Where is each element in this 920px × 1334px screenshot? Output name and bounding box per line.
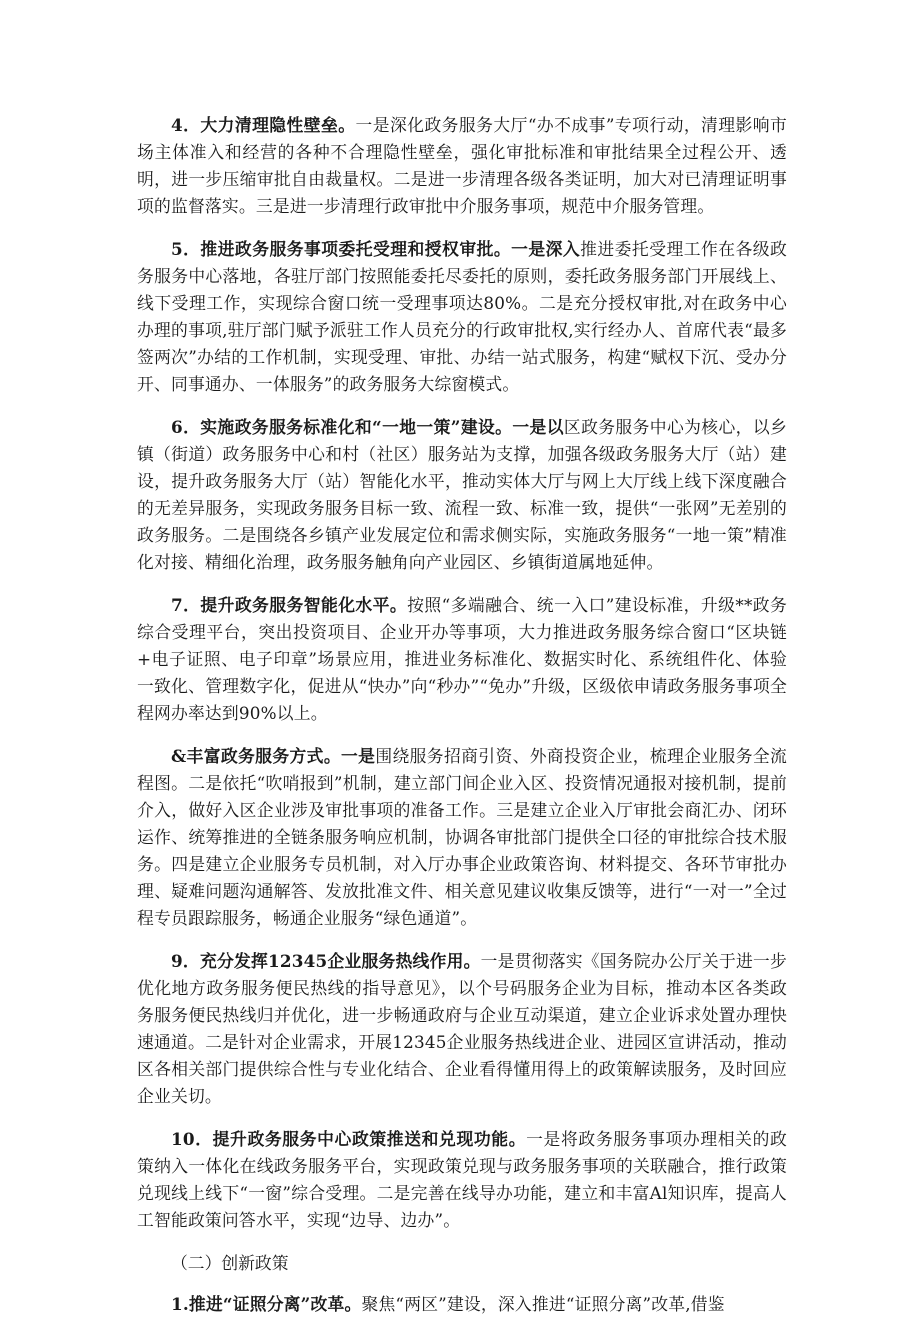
- paragraph-10: [137, 1126, 787, 1234]
- paragraph-4-body: 一是深化政务服务大厅“办不成事”专项行动，清理影响市场主体准入和经营的各种不合理隐性壁垒，强化审批标准和审批结果全过程公开、透明，进一步压缩审批自由裁量权。二是进一步清理各级各类证明，加大对已清理证明事项的监督落实。三是进一步清理行政审批中介服务事项，规范中介服务管理。: [137, 115, 787, 216]
- paragraph-5-heading: 5．推进政务服务事项委托受理和授权审批。一是深入: [171, 239, 581, 259]
- paragraph-5-body: 推进委托受理工作在各级政务服务中心落地，各驻厅部门按照能委托尽委托的原则，委托政务服务部门开展线上、线下受理工作，实现综合窗口统一受理事项达80%。二是充分授权审批,对在政务中心办理的事项,驻厅部门赋予派驻工作人员充分的行政审批权,实行经办人、首席代表“最多签两次”办结的工作机制，实现受理、审批、办结一站式服务，构建“赋权下沉、受办分开、同事通办、一体服务”的政务服务大综窗模式。: [137, 239, 788, 394]
- paragraph-8-body: 围绕服务招商引资、外商投资企业，梳理企业服务全流程图。二是依托“吹哨报到”机制，建立部门间企业入区、投资情况通报对接机制，提前介入，做好入区企业涉及审批事项的准备工作。三是建立企业入厅审批会商汇办、闭环运作、统筹推进的全链条服务响应机制，协调各审批部门提供全口径的审批综合技术服务。四是建立企业服务专员机制，对入厅办事企业政策咨询、材料提交、各环节审批办理、疑难问题沟通解答、发放批准文件、相关意见建议收集反馈等，进行“一对一”全过程专员跟踪服务，畅通企业服务“绿色通道”。: [137, 746, 787, 928]
- paragraph-4: [137, 112, 787, 220]
- paragraph-7-heading: 7．提升政务服务智能化水平。: [171, 595, 408, 615]
- paragraph-10-body: 一是将政务服务事项办理相关的政策纳入一体化在线政务服务平台，实现政策兑现与政务服务事项的关联融合，推行政策兑现线上线下“一窗”综合受理。二是完善在线导办功能，建立和丰富Al知识库，提高人工智能政策问答水平，实现“边导、边办”。: [137, 1129, 787, 1230]
- paragraph-innovation-1-heading: 1.推进“证照分离”改革。: [171, 1294, 362, 1314]
- paragraph-8-heading: &丰富政务服务方式。一是: [171, 746, 376, 766]
- paragraph-9-body: 一是贯彻落实《国务院办公厅关于进一步优化地方政务服务便民热线的指导意见》，以个号码服务企业为目标，推动本区各类政务服务便民热线归并优化，进一步畅通政府与企业互动渠道，建立企业诉求处置办理快速通道。二是针对企业需求，开展12345企业服务热线进企业、进园区宣讲活动，推动区各相关部门提供综合性与专业化结合、企业看得懂用得上的政策解读服务，及时回应企业关切。: [137, 951, 788, 1106]
- paragraph-7: [137, 592, 787, 727]
- paragraph-innovation-1-body: 聚焦“两区”建设，深入推进“证照分离”改革,借鉴: [361, 1294, 725, 1314]
- paragraph-5: [137, 236, 787, 398]
- paragraph-6-body: 区政务服务中心为核心，以乡镇（街道）政务服务中心和村（社区）服务站为支撑，加强各级政务服务大厅（站）建设，提升政务服务大厅（站）智能化水平，推动实体大厅与网上大厅线上线下深度融合的无差异服务，实现政务服务目标一致、流程一致、标准一致，提供“一张网”无差别的政务服务。二是围绕各乡镇产业发展定位和需求侧实际，实施政务服务“一地一策”精准化对接、精细化治理，政务服务触角向产业园区、乡镇街道属地延伸。: [137, 417, 787, 572]
- paragraph-innovation-1: [137, 1291, 787, 1318]
- section-subheading: （二）创新政策: [171, 1253, 289, 1273]
- paragraph-9-heading: 9．充分发挥12345企业服务热线作用。: [171, 951, 481, 971]
- paragraph-9: [137, 948, 787, 1110]
- paragraph-10-heading: 10．提升政务服务中心政策推送和兑现功能。: [171, 1129, 527, 1149]
- paragraph-6-heading: 6．实施政务服务标准化和“一地一策”建设。一是以: [171, 417, 564, 437]
- paragraph-8: [137, 743, 787, 932]
- paragraph-4-heading: 4．大力清理隐性壁垒。: [171, 115, 356, 135]
- paragraph-7-body: 按照“多端融合、统一入口”建设标准，升级**政务综合受理平台，突出投资项目、企业开办等事项，大力推进政务服务综合窗口“区块链+电子证照、电子印章”场景应用，推进业务标准化、数据实时化、系统组件化、体验一致化、管理数字化，促进从“快办”向“秒办”“免办”升级，区级依申请政务服务事项全程网办率达到90%以上。: [137, 595, 787, 723]
- paragraph-6: [137, 414, 787, 576]
- document-page: [137, 112, 787, 1334]
